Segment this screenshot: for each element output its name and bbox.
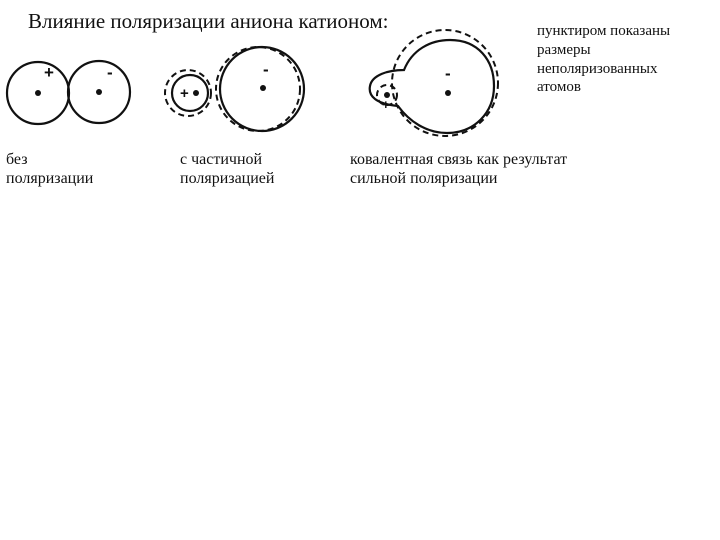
note-line: неполяризованных xyxy=(537,60,658,77)
note-line: размеры xyxy=(537,41,591,58)
anion-polarized-shape xyxy=(370,40,494,133)
anion-charge-sign: - xyxy=(107,63,113,82)
cation-nucleus xyxy=(193,90,199,96)
note-line: атомов xyxy=(537,79,581,96)
caption-line: без xyxy=(6,151,28,168)
anion-nucleus xyxy=(96,89,102,95)
caption-line: ковалентная связь как результат xyxy=(350,151,568,168)
panel-strong-polarization xyxy=(370,30,498,136)
cation-charge-sign: + xyxy=(382,97,390,112)
anion-unpolarized-outline xyxy=(392,30,498,136)
caption-partial-polarization xyxy=(180,150,274,188)
slide-title: Влияние поляризации аниона катионом: xyxy=(28,9,389,33)
anion-nucleus xyxy=(445,90,451,96)
cation-charge-sign: + xyxy=(180,85,189,102)
cation-charge-sign: + xyxy=(44,63,54,82)
caption-no-polarization xyxy=(6,150,93,188)
panel-no-polarization xyxy=(7,61,130,124)
anion-unpolarized-outline xyxy=(216,47,300,131)
note-line: пунктиром показаны xyxy=(537,23,671,39)
anion-charge-sign: - xyxy=(263,60,269,79)
cation-circle xyxy=(172,75,208,111)
caption-strong-polarization xyxy=(350,150,567,188)
anion-nucleus xyxy=(260,85,266,91)
caption-line: поляризации xyxy=(6,170,94,188)
cation-nucleus xyxy=(35,90,41,96)
caption-line: поляризацией xyxy=(180,170,275,188)
anion-charge-sign: - xyxy=(445,64,451,83)
caption-line: сильной поляризации xyxy=(350,170,498,188)
caption-line: с частичной xyxy=(180,151,263,168)
panel-partial-polarization xyxy=(165,47,304,131)
